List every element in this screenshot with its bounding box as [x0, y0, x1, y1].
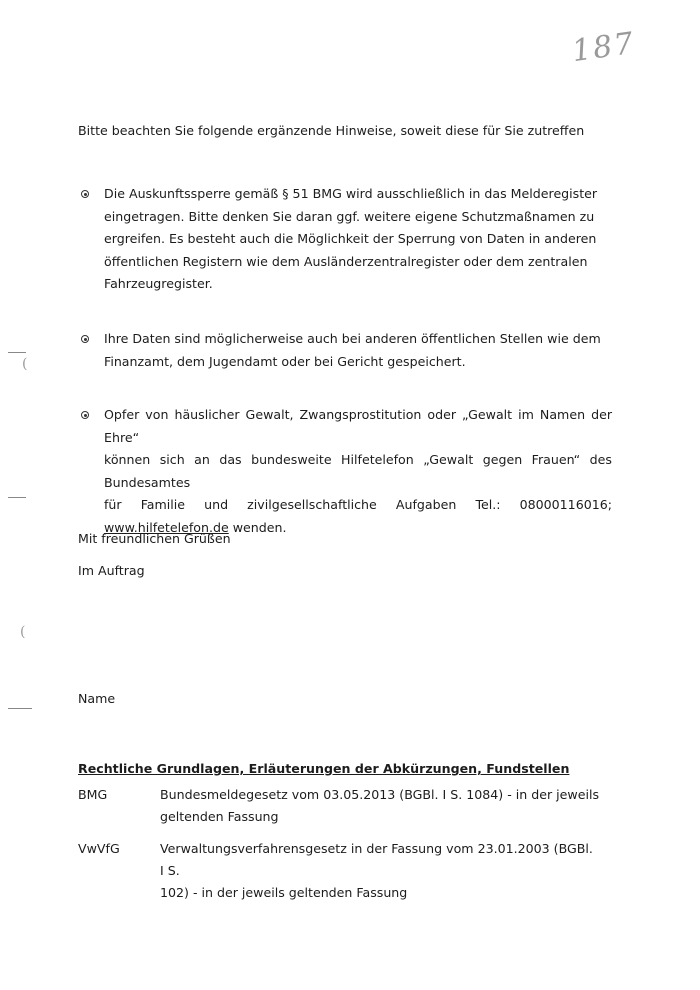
bullet-line: eingetragen. Bitte denken Sie daran ggf. weitere eigene Schutzmaßnamen zu [104, 208, 595, 224]
bullet-line: Die Auskunftssperre gemäß § 51 BMG wird ausschließlich in das Melderegister [104, 186, 598, 201]
intro-text: Bitte beachten Sie folgende ergänzende Hinweise, soweit diese für Sie zutreffen [78, 123, 585, 138]
bullet-line: Opfer von häuslicher Gewalt, Zwangsprostitution oder „Gewalt im Namen der Ehre“ [104, 407, 612, 445]
definition-text [160, 838, 600, 904]
scan-edge-mark: ( [20, 624, 26, 640]
bullet-icon [81, 190, 89, 198]
bullet-line: Fahrzeugregister. [104, 276, 213, 291]
handwritten-page-number: 187 [569, 25, 638, 70]
bullet-line: für Familie und zivilgesellschaftliche Aufgaben Tel.: 08000116016; [104, 497, 612, 512]
definition-line: geltenden Fassung [160, 809, 279, 824]
hilfetelefon-link[interactable]: www.hilfetelefon.de [104, 519, 229, 535]
legal-section-heading: Rechtliche Grundlagen, Erläuterungen der Abkürzungen, Fundstellen [78, 761, 570, 776]
scan-edge-mark: ( [22, 356, 28, 372]
signature-name-label: Name [78, 691, 116, 706]
bullet-line-end: wenden. [228, 519, 287, 535]
scan-edge-mark [8, 708, 32, 709]
definition-line: Bundesmeldegesetz vom 03.05.2013 (BGBl. I S. 1084) - in der jeweils [160, 787, 600, 802]
bullet-line: öffentlichen Registern wie dem Ausländerzentralregister oder dem zentralen [104, 253, 588, 269]
definition-abbreviation: BMG [78, 787, 108, 802]
bullet-icon [81, 411, 89, 419]
bullet-line: ergreifen. Es besteht auch die Möglichkeit der Sperrung von Daten in anderen [104, 231, 597, 246]
bullet-line: Ihre Daten sind möglicherweise auch bei anderen öffentlichen Stellen wie dem [104, 331, 601, 346]
scan-edge-mark [8, 497, 26, 498]
definition-line: 102) - in der jeweils geltenden Fassung [160, 885, 408, 900]
bullet-line: Finanzamt, dem Jugendamt oder bei Gericht gespeichert. [104, 353, 466, 369]
definition-text [160, 784, 600, 828]
bullet-line: können sich an das bundesweite Hilfetelefon „Gewalt gegen Frauen“ des Bundesamtes [104, 452, 612, 490]
definition-abbreviation: VwVfG [78, 841, 120, 856]
bullet-item-1 [104, 183, 612, 296]
scan-edge-mark [8, 352, 26, 353]
bullet-item-3 [104, 404, 612, 539]
on-behalf-label: Im Auftrag [78, 563, 145, 578]
definition-line: Verwaltungsverfahrensgesetz in der Fassung vom 23.01.2003 (BGBl. I S. [160, 841, 593, 878]
bullet-item-2 [104, 328, 612, 373]
closing-greeting: Mit freundlichen Grüßen [78, 531, 231, 546]
bullet-icon [81, 335, 89, 343]
